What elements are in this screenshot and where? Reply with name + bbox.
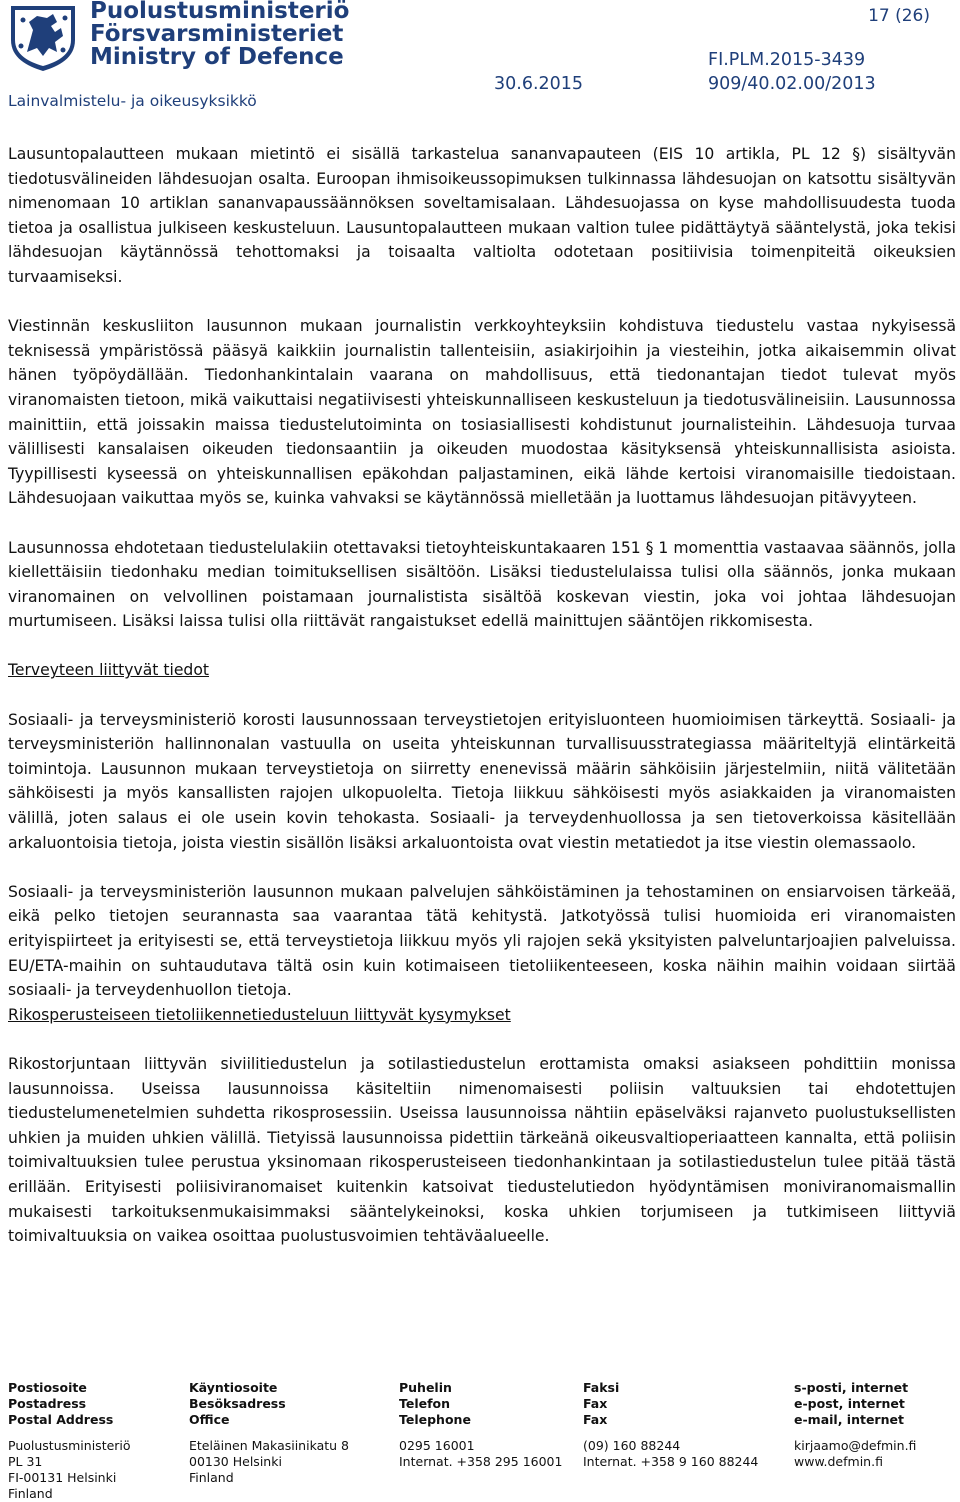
footer-label: Telefon <box>399 1396 451 1411</box>
ministry-name-en: Ministry of Defence <box>90 44 344 70</box>
reference-number-2: 909/40.02.00/2013 <box>708 74 876 94</box>
section-heading-crime-intelligence: Rikosperusteiseen tietoliikennetiedusteluun liittyvät kysymykset <box>8 1005 511 1024</box>
paragraph-4: Sosiaali- ja terveysministeriö korosti lausunnossaan terveystietojen erityisluonteen huomioimisen tärkeyttä. Sosiaali- ja terveysministeriön hallinnonalan vastuulla on useita yhteiskunnan turvallisuusstrategiassa määriteltyjä elintärkeitä toimintoja. Lausunnon mukaan terveystietoja on siirretty enenevissä määrin sähköisiin järjestelmiin, niitä välitetään sähköisesti ja myös kansallisten rajojen ulkopuolelta. Tietoja liikkuu sähköisesti myös asiakkaiden ja viranomaisten välillä, joten salaus ei ole usein kovin tehokasta. Sosiaali- ja terveydenhuollossa ja sen tietoverkoissa käsitellään arkaluontoisia tietoja, joista viestin sisällön lisäksi arkaluontoista ovat viestin metatiedot ja itse viestin olemassaolo. <box>8 710 956 852</box>
document-date: 30.6.2015 <box>494 74 584 94</box>
footer-label: e-post, internet <box>794 1396 905 1411</box>
footer-label: Puhelin <box>399 1380 452 1395</box>
footer-label: Faksi <box>583 1380 620 1395</box>
footer-label: Postiosoite <box>8 1380 87 1395</box>
footer-telephone <box>399 1380 562 1470</box>
footer-value: Internat. +358 9 160 88244 <box>583 1454 759 1469</box>
footer-website[interactable]: www.defmin.fi <box>794 1454 883 1469</box>
footer-postal-address <box>8 1380 131 1502</box>
footer-label: Office <box>189 1412 230 1427</box>
paragraph-2: Viestinnän keskusliiton lausunnon mukaan journalistin verkkoyhteyksiin kohdistuva tiedustelu vastaa nykyisessä teknisessä ympäristössä pääsyä kaikkiin journalistin tallenteisiin, asiakirjoihin ja viesteihin, jotka aikaisemmin olivat hänen työpöydällään. Tiedonhankintalain vaarana on mahdollisuus, että tiedonantajan tiedot tulevat myös viranomaisten tietoon, mikä vaikuttaisi negatiivisesti yhteiskunnalliseen keskusteluun ja tiedotusvälineisiin. Lausunnossa mainittiin, että joissakin maissa tiedustelutoiminta on tosiasiallisesti kohdistunut journalisteihin. Lähdesuoja turvaa välillisesti kansalaisen oikeuden tiedonsaantiin ja oikeuden muodostaa käsityksensä yhteiskunnallisista asioista. Tyypillisesti kyseessä on yhteiskunnallisen epäkohdan paljastaminen, eikä lähde kertoisi viranomaisille tiedoistaan. Lähdesuojaan vaikuttaa myös se, kuinka vahvaksi se käytännössä mielletään ja luottamus lähdesuojan pitävyyteen. <box>8 317 956 508</box>
footer-label: Fax <box>583 1412 608 1427</box>
ministry-name-fi: Puolustusministeriö <box>90 0 350 24</box>
footer-office-address <box>189 1380 349 1486</box>
footer-value: Puolustusministeriö <box>8 1438 131 1453</box>
coat-of-arms-logo <box>3 2 83 72</box>
footer-label: Telephone <box>399 1412 471 1427</box>
ministry-name-block <box>90 0 349 69</box>
footer-value: Finland <box>8 1486 53 1501</box>
footer-email-internet <box>794 1380 916 1470</box>
paragraph-3: Lausunnossa ehdotetaan tiedustelulakiin otettavaksi tietoyhteiskuntakaaren 151 § 1 momenttia vastaavaa säännös, jolla kiellettäisiin tiedonhaku median toimituksellisen sisältöön. Lisäksi tiedustelulaissa tulisi olla säännös, jonka mukaan viranomainen on velvollinen poistamaan journalistista sisältöä koskevan viestin, joka voi johtaa lähdesuojan murtumiseen. Lisäksi laissa tulisi olla riittävät rangaistukset edellä mainittujen sääntöjen rikkomisesta. <box>8 538 956 631</box>
reference-number-1: FI.PLM.2015-3439 <box>708 50 866 70</box>
footer-label: Besöksadress <box>189 1396 286 1411</box>
page-number: 17 (26) <box>868 6 930 26</box>
footer-label: Postadress <box>8 1396 87 1411</box>
footer-value: 00130 Helsinki <box>189 1454 282 1469</box>
footer-value: PL 31 <box>8 1454 43 1469</box>
footer-value: Eteläinen Makasiinikatu 8 <box>189 1438 350 1453</box>
paragraph-1: Lausuntopalautteen mukaan mietintö ei sisällä tarkastelua sananvapauteen (EIS 10 artikla, PL 12 §) sisältyvän tiedotusvälineiden lähdesuojan osalta. Euroopan ihmisoikeussopimuksen tulkinnassa lähdesuojan on katsottu sisältyvän nimenomaan 10 artiklan sananvapaussäännöksen soveltamisalaan. Lähdesuojassa on kyse mahdollisuudesta tuoda tietoa ja osallistua julkiseen keskusteluun. Lausuntopalautteen mukaan valtion tulee pidättäytyä sääntelystä, joka tekisi lähdesuojan käytännössä tehottomaksi ja toisaalta valtiolta odotetaan positiivisia toimenpiteitä oikeuksien turvaamiseksi. <box>8 145 956 286</box>
footer-value: Finland <box>189 1470 234 1485</box>
paragraph-6: Rikostorjuntaan liittyvän siviilitiedustelun ja sotilastiedustelun erottamista omaksi asiakseen pohdittiin monissa lausunnoissa. Useissa lausunnoissa käsiteltiin nimenomaisesti poliisin valtuuksien tai ehdotettujen tiedustelumenetelmien suhdetta rikosprosessiin. Useissa lausunnoissa nähtiin epäselväksi rajanveto puolustuksellisten uhkien ja muiden uhkien välillä. Tietyissä lausunnoissa pidettiin tärkeänä oikeusvaltioperiaatteen kannalta, että poliisin toimivaltuuksien tulee perustua yksinomaan rikosperusteiseen tiedonhankintaan ja sotilastiedustelun tulee pitää tästä erillään. Erityisesti poliisiviranomaiset kuitenkin katsoivat tiedustelutiedon hyödyntämisen moniviranomaismallin mukaisesti tarkoituksenmukaisimmaksi sääntelykeinoksi, koska uhkien torjumiseen ja tutkimiseen liittyviä toimivaltuuksia on vaikea osoittaa puolustusvoimien tehtäväalueelle. <box>8 1054 956 1246</box>
document-body <box>8 142 956 1273</box>
footer-email[interactable]: kirjaamo@defmin.fi <box>794 1438 917 1453</box>
footer-label: Fax <box>583 1396 608 1411</box>
footer-value: FI-00131 Helsinki <box>8 1470 117 1485</box>
footer-label: Käyntiosoite <box>189 1380 278 1395</box>
footer-label: s-posti, internet <box>794 1380 909 1395</box>
unit-name: Lainvalmistelu- ja oikeusyksikkö <box>8 92 257 110</box>
footer-value: (09) 160 88244 <box>583 1438 681 1453</box>
paragraph-5: Sosiaali- ja terveysministeriön lausunnon mukaan palvelujen sähköistäminen ja tehostaminen on ensiarvoisen tärkeää, eikä pelko tietojen seurannasta saa vaarantaa tätä kehitystä. Jatkotyössä tulisi huomioida eri viranomaisten erityispiirteet ja erityisesti se, että terveystietoja liikkuu myös yli rajojen sekä yksityisten palveluntarjoajien palveluissa. EU/ETA-maihin on suhtaudutava tältä osin kuin kotimaiseen tietoliikenteeseen, koska näihin maihin voidaan siirtää sosiaali- ja terveydenhuollon tietoja. <box>8 882 956 1000</box>
footer-value: Internat. +358 295 16001 <box>399 1454 563 1469</box>
footer-label: Postal Address <box>8 1412 114 1427</box>
footer-value: 0295 16001 <box>399 1438 475 1453</box>
footer-fax <box>583 1380 758 1470</box>
footer-label: e-mail, internet <box>794 1412 904 1427</box>
section-heading-health: Terveyteen liittyvät tiedot <box>8 661 209 680</box>
ministry-name-sv: Försvarsministeriet <box>90 21 344 47</box>
